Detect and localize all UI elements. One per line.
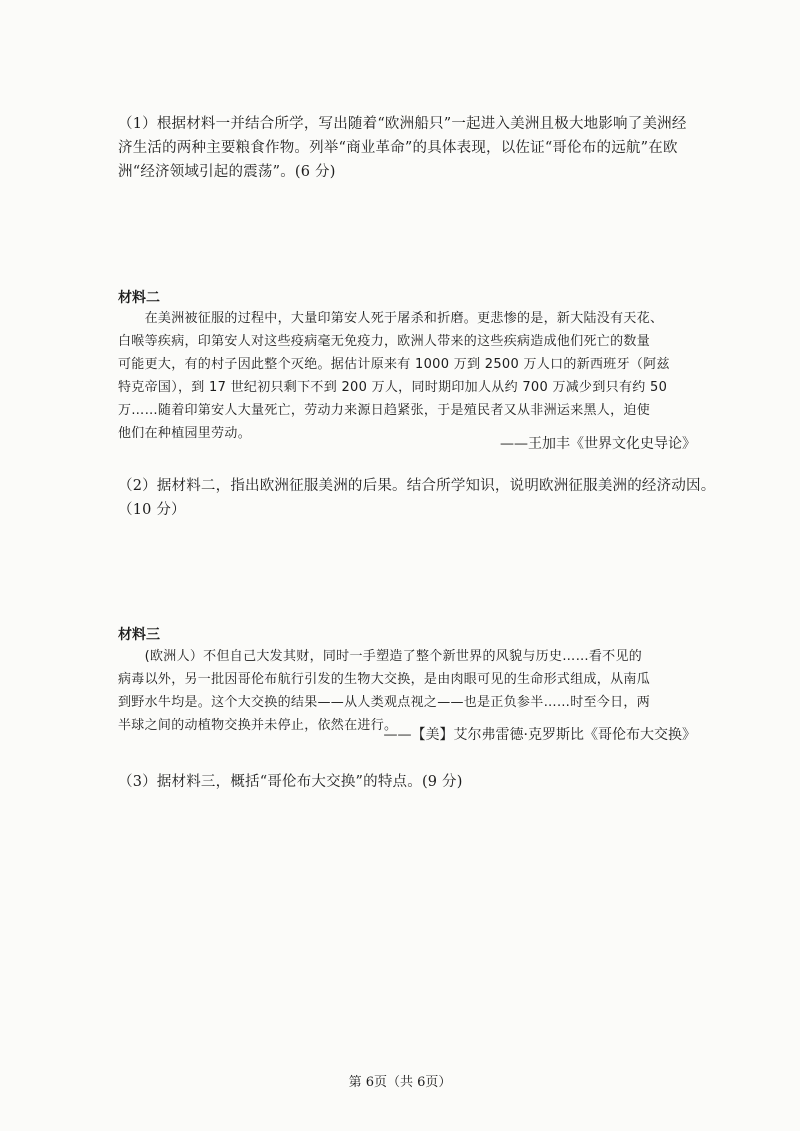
material-3-line: (欧洲人）不但自己大发其财，同时一手塑造了整个新世界的风貌与历史……看不见的 (118, 649, 643, 664)
material-3-source: ——【美】艾尔弗雷德·克罗斯比《哥伦布大交换》 (383, 727, 696, 743)
material-3-line: 半球之间的动植物交换并未停止，依然在进行。 (118, 718, 398, 733)
material-3-line: 病毒以外，另一批因哥伦布航行引发的生物大交换，是由肉眼可见的生命形式组成，从南瓜 (118, 672, 651, 687)
material-3-line: 到野水牛均是。这个大交换的结果——从人类观点视之——也是正负参半……时至今日，两 (118, 695, 650, 710)
material-2-line: 白喉等疾病，印第安人对这些疫病毫无免疫力，欧洲人带来的这些疾病造成他们死亡的数量 (118, 334, 651, 349)
question-2-line: （2）据材料二，指出欧洲征服美洲的后果。结合所学知识，说明欧洲征服美洲的经济动因。 (118, 478, 716, 494)
question-2-line: （10 分） (118, 502, 186, 518)
question-2 (118, 474, 716, 522)
question-1-line: 洲“经济领域引起的震荡”。(6 分) (118, 164, 336, 180)
page-number: 第 6页（共 6页） (348, 1075, 452, 1090)
question-3-line: （3）据材料三，概括“哥伦布大交换”的特点。(9 分) (118, 774, 463, 790)
material-2-line: 万……随着印第安人大量死亡，劳动力来源日趋紧张，于是殖民者又从非洲运来黑人，迫使 (118, 403, 651, 418)
question-3 (118, 770, 696, 794)
material-3-title: 材料三 (118, 627, 160, 643)
material-2-line: 在美洲被征服的过程中，大量印第安人死于屠杀和折磨。更悲惨的是，新大陆没有天花、 (118, 311, 664, 326)
question-1-line: （1）根据材料一并结合所学，写出随着“欧洲船只”一起进入美洲且极大地影响了美洲经 (118, 116, 687, 132)
material-2-title: 材料二 (118, 290, 160, 306)
question-1 (118, 112, 696, 184)
material-2-line: 特克帝国），到 17 世纪初只剩下不到 200 万人，同时期印加人从约 700 万减少到只有约 50 (118, 380, 668, 395)
question-1-line: 济生活的两种主要粮食作物。列举“商业革命”的具体表现，以佐证“哥伦布的远航”在欧 (118, 140, 678, 156)
material-2-source: ——王加丰《世界文化史导论》 (500, 436, 696, 452)
material-2-line: 可能更大，有的村子因此整个灭绝。据估计原来有 1000 万到 2500 万人口的新西班牙（阿兹 (118, 357, 670, 372)
material-2-body (118, 307, 696, 445)
material-2-line: 他们在种植园里劳动。 (118, 426, 252, 441)
